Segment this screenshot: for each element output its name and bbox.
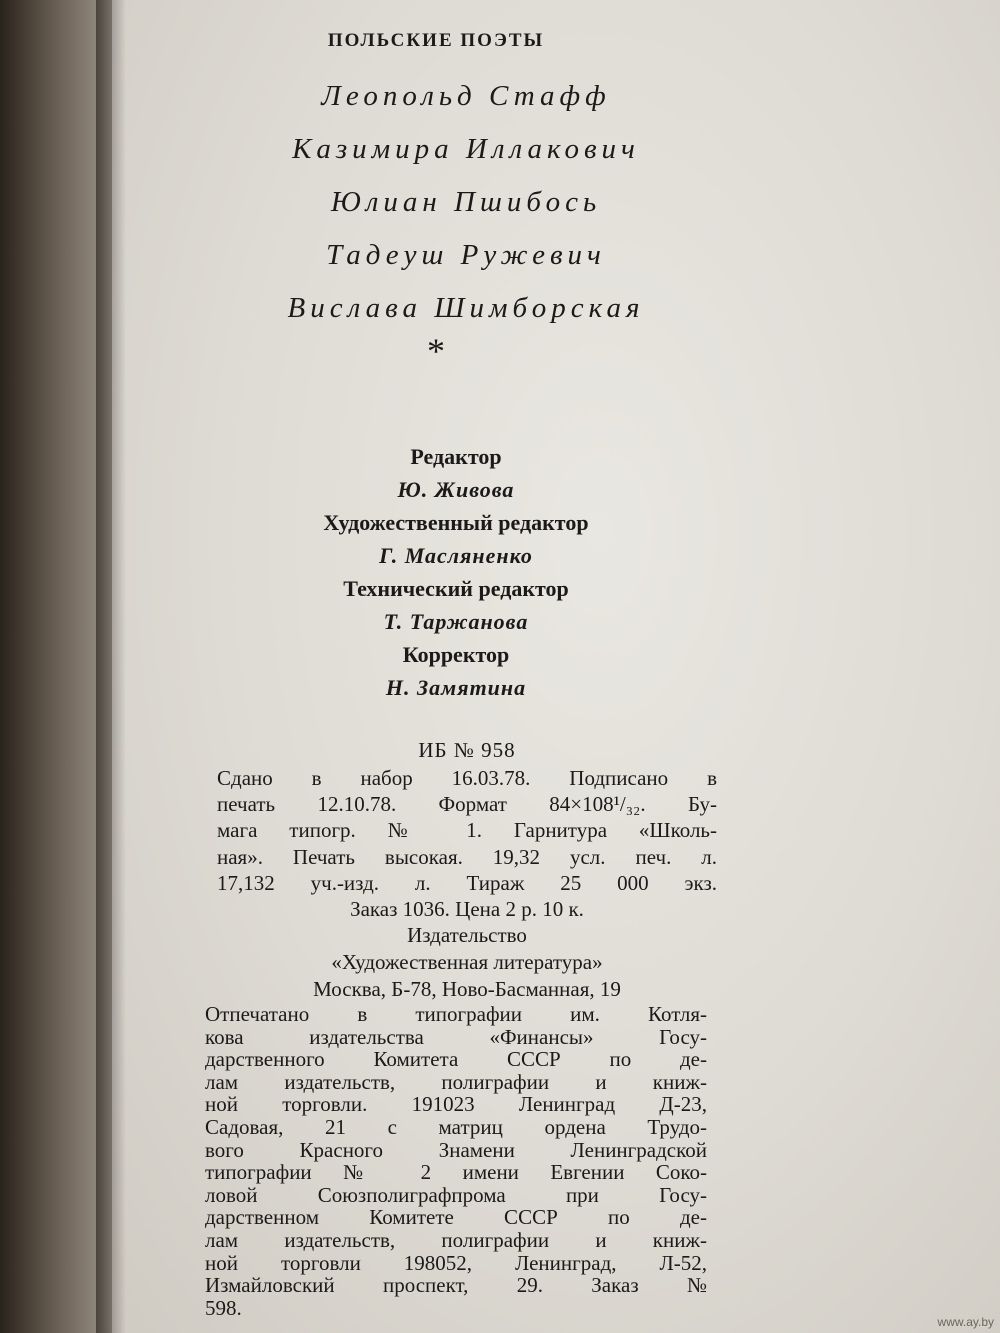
printer-line: кова издательства «Финансы» Госу- bbox=[205, 1024, 707, 1049]
imprint-line: мага типогр. № 1. Гарнитура «Школь- bbox=[217, 818, 717, 843]
poet-name: Леопольд Стафф bbox=[321, 80, 611, 112]
printer-line: дарственного Комитета СССР по де- bbox=[205, 1047, 707, 1072]
page-gutter-shadow bbox=[96, 0, 126, 1333]
printer-line: Измайловский проспект, 29. Заказ № bbox=[205, 1273, 707, 1298]
printer-line: лам издательств, полиграфии и книж- bbox=[205, 1069, 707, 1094]
credit-name: Ю. Живова bbox=[397, 477, 515, 502]
publisher-line: «Художественная литература» bbox=[331, 950, 603, 975]
credit-role: Корректор bbox=[402, 642, 510, 667]
imprint-line: ная». Печать высокая. 19,32 усл. печ. л. bbox=[217, 844, 717, 869]
poet-name: Вислава Шимборская bbox=[287, 292, 645, 324]
credit-name: Т. Таржанова bbox=[383, 609, 529, 634]
poet-list bbox=[22, 70, 910, 335]
credit-role: Технический редактор bbox=[343, 576, 569, 601]
poet-name: Тадеуш Ружевич bbox=[326, 239, 606, 271]
imprint-line: 17,132 уч.-изд. л. Тираж 25 000 экз. bbox=[217, 870, 717, 895]
separator-asterisk: * bbox=[427, 331, 445, 371]
ib-number: ИБ № 958 bbox=[418, 738, 516, 762]
printer-line: дарственном Комитете СССР по де- bbox=[205, 1205, 707, 1230]
printer-line: лам издательств, полиграфии и книж- bbox=[205, 1227, 707, 1252]
printer-line: Садовая, 21 с матриц ордена Трудо- bbox=[205, 1114, 707, 1139]
printer-block bbox=[205, 1003, 707, 1319]
credit-role: Художественный редактор bbox=[323, 510, 589, 535]
publisher-line: Москва, Б-78, Ново-Басманная, 19 bbox=[313, 977, 621, 1002]
printer-line: 598. bbox=[205, 1295, 242, 1320]
printer-line: вого Красного Знамени Ленинградской bbox=[205, 1137, 707, 1162]
publisher-line: Издательство bbox=[407, 923, 527, 948]
printer-line: ной торговли. 191023 Ленинград Д-23, bbox=[205, 1092, 707, 1117]
watermark: www.ay.by bbox=[937, 1315, 994, 1329]
book-page bbox=[112, 0, 1000, 1333]
credit-name: Г. Масляненко bbox=[379, 543, 533, 568]
printer-line: типографии № 2 имени Евгении Соко- bbox=[205, 1160, 707, 1185]
printer-line: Отпечатано в типографии им. Котля- bbox=[205, 1002, 707, 1026]
poet-name: Юлиан Пшибось bbox=[330, 186, 602, 218]
credits-block bbox=[12, 440, 900, 704]
printer-line: ной торговли 198052, Ленинград, Л-52, bbox=[205, 1250, 707, 1275]
poet-name: Казимира Иллакович bbox=[292, 133, 640, 165]
credit-role: Редактор bbox=[410, 444, 502, 469]
imprint-block bbox=[217, 735, 717, 1003]
series-title: ПОЛЬСКИЕ ПОЭТЫ bbox=[327, 30, 545, 51]
printer-line: ловой Союзполиграфпрома при Госу- bbox=[205, 1182, 707, 1207]
imprint-line: Сдано в набор 16.03.78. Подписано в bbox=[217, 766, 717, 790]
imprint-line: печать 12.10.78. Формат 84×108¹/₃₂. Бу- bbox=[217, 792, 717, 817]
imprint-line: Заказ 1036. Цена 2 р. 10 к. bbox=[350, 896, 584, 921]
credit-name: Н. Замятина bbox=[385, 675, 527, 700]
